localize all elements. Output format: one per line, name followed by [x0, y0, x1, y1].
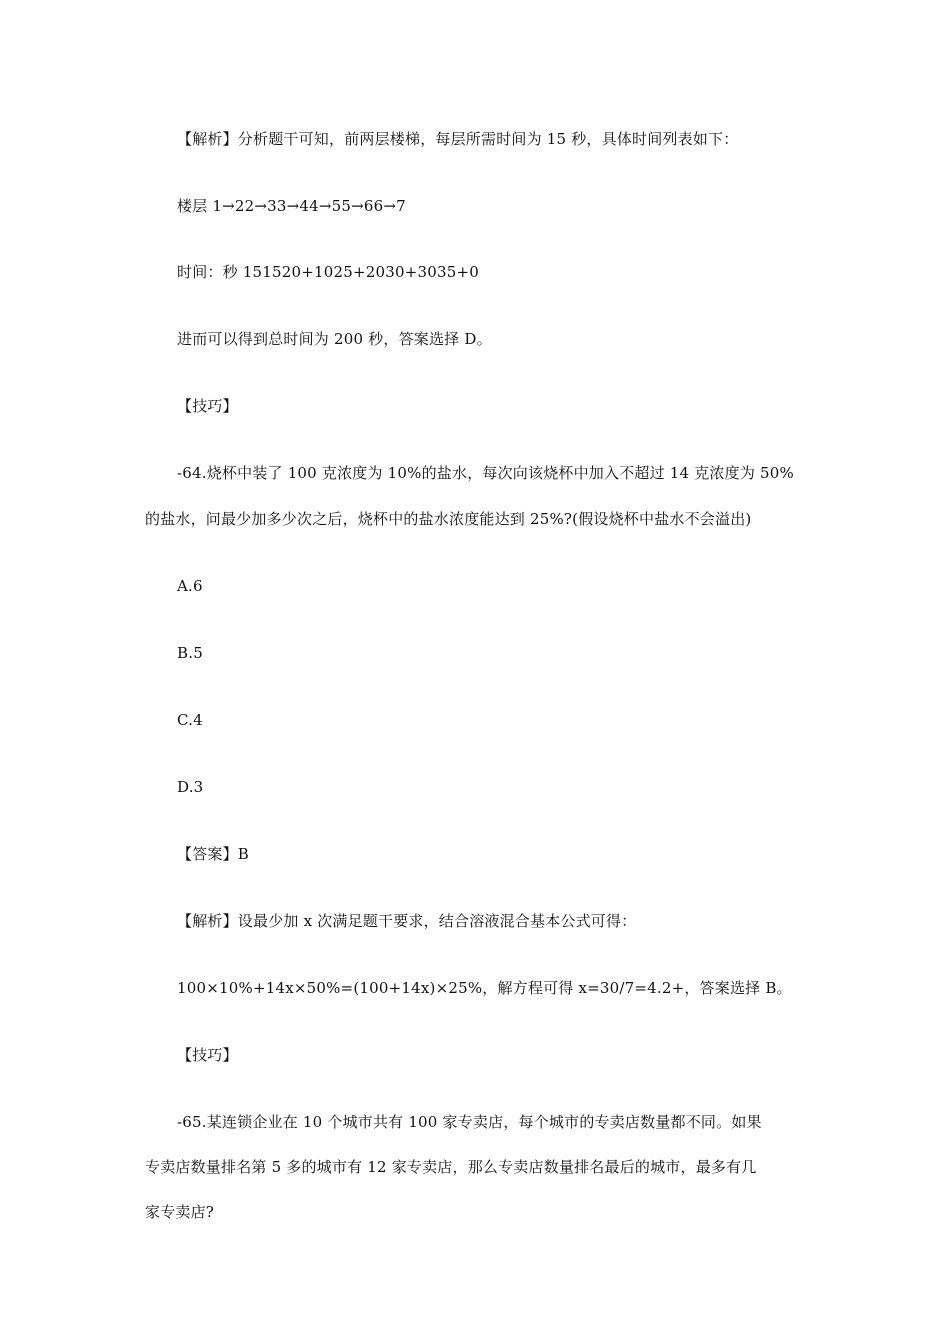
- conclusion-line-63: 进而可以得到总时间为 200 秒，答案选择 D。: [177, 330, 492, 348]
- option-d: D.3: [177, 778, 204, 796]
- answer-64: 【答案】B: [177, 845, 250, 863]
- analysis-paragraph-63: 【解析】分析题干可知，前两层楼梯，每层所需时间为 15 秒，具体时间列表如下：: [177, 130, 739, 148]
- question-64-line-1: -64.烧杯中装了 100 克浓度为 10%的盐水，每次向该烧杯中加入不超过 14 克浓度为 50%: [177, 464, 794, 482]
- floor-sequence-line: 楼层 1→22→33→44→55→66→7: [177, 197, 406, 215]
- analysis-64: 【解析】设最少加 x 次满足题干要求，结合溶液混合基本公式可得：: [177, 912, 637, 930]
- option-c: C.4: [177, 711, 203, 729]
- equation-line-64: 100×10%+14x×50%=(100+14x)×25%，解方程可得 x=30/7=4.2+，答案选择 B。: [177, 979, 792, 997]
- question-64-line-2: 的盐水，问最少加多少次之后，烧杯中的盐水浓度能达到 25%?(假设烧杯中盐水不会溢出): [145, 510, 752, 528]
- time-sequence-line: 时间：秒 151520+1025+2030+3035+0: [177, 263, 479, 281]
- question-65-line-3: 家专卖店?: [145, 1203, 215, 1221]
- question-65-line-1: -65.某连锁企业在 10 个城市共有 100 家专卖店，每个城市的专卖店数量都不同。如果: [177, 1113, 762, 1131]
- question-65-line-2: 专卖店数量排名第 5 多的城市有 12 家专卖店，那么专卖店数量排名最后的城市，最多有几: [145, 1158, 757, 1176]
- option-b: B.5: [177, 644, 203, 662]
- tip-heading-63: 【技巧】: [177, 397, 238, 415]
- option-a: A.6: [177, 577, 203, 595]
- tip-heading-64: 【技巧】: [177, 1046, 238, 1064]
